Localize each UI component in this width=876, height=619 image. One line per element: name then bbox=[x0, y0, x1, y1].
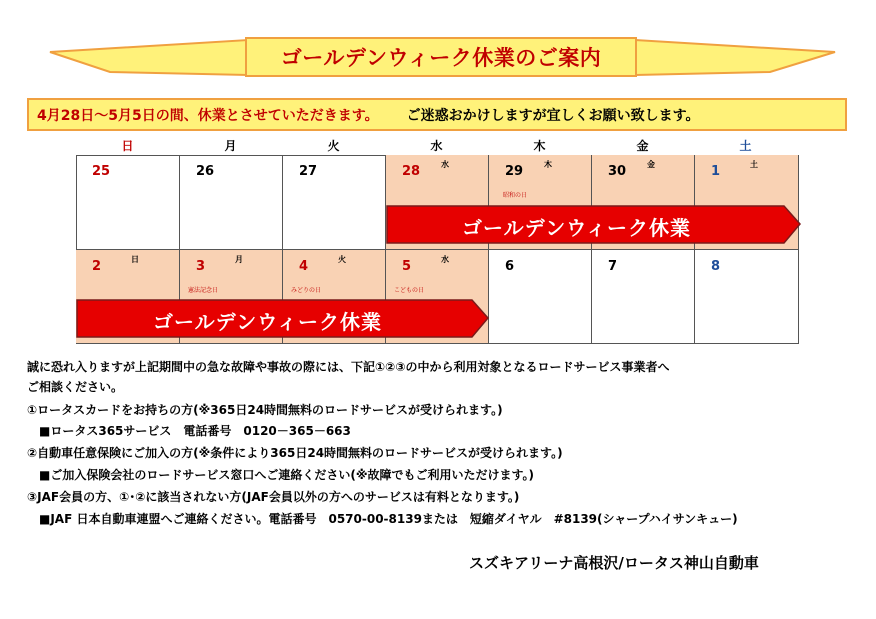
weekday-wed: 水 bbox=[430, 139, 443, 153]
info-intro-line1: 誠に恐れ入りますが上記期間中の急な故障や事故の際には、下記①②③の中から利用対象となるロードサービス事業者へ bbox=[27, 360, 670, 374]
date-number: 3 bbox=[196, 259, 206, 274]
page-title bbox=[245, 37, 637, 77]
calendar-day-8 bbox=[695, 250, 799, 344]
date-number: 1 bbox=[711, 164, 721, 179]
closure-period-text: 4月28日～5月5日の間、休業とさせていただきます。 bbox=[37, 107, 379, 124]
calendar-day-27 bbox=[283, 155, 386, 250]
info-option-2-contact: ■ご加入保険会社のロードサービス窓口へご連絡ください(※故障でもご利用いただけます。) bbox=[39, 468, 535, 482]
company-name: スズキアリーナ高根沢/ロータス神山自動車 bbox=[469, 554, 759, 572]
weekday-tue: 火 bbox=[327, 139, 340, 153]
small-weekday: 木 bbox=[544, 160, 552, 169]
info-intro-line2: ご相談ください。 bbox=[27, 380, 124, 394]
date-number: 5 bbox=[402, 259, 412, 274]
info-option-1-contact: ■ロータス365サービス 電話番号 0120－365－663 bbox=[39, 424, 351, 438]
weekday-sun: 日 bbox=[121, 139, 134, 153]
closure-notice bbox=[27, 98, 847, 131]
gw-closure-label-week1: ゴールデンウィーク休業 bbox=[462, 216, 691, 240]
small-weekday: 水 bbox=[441, 255, 449, 264]
calendar-day-7 bbox=[592, 250, 695, 344]
date-number: 29 bbox=[505, 164, 524, 179]
small-weekday: 日 bbox=[131, 255, 139, 264]
holiday-label: 憲法記念日 bbox=[188, 287, 219, 294]
small-weekday: 水 bbox=[441, 160, 449, 169]
calendar-day-26 bbox=[180, 155, 283, 250]
date-number: 6 bbox=[505, 259, 515, 274]
date-number: 28 bbox=[402, 164, 421, 179]
small-weekday: 月 bbox=[235, 255, 243, 264]
info-option-1: ①ロータスカードをお持ちの方(※365日24時間無料のロードサービスが受けられます。) bbox=[27, 403, 503, 417]
weekday-fri: 金 bbox=[636, 139, 649, 153]
page-title-text: ゴールデンウィーク休業のご案内 bbox=[280, 46, 602, 70]
small-weekday: 火 bbox=[338, 255, 346, 264]
weekday-sat: 土 bbox=[739, 139, 752, 153]
date-number: 2 bbox=[92, 259, 102, 274]
calendar-day-6 bbox=[489, 250, 592, 344]
gw-closure-label-week2: ゴールデンウィーク休業 bbox=[153, 310, 382, 334]
info-option-3-contact: ■JAF 日本自動車連盟へご連絡ください。電話番号 0570-00-8139または 短縮ダイヤル #8139(シャープハイサンキュー) bbox=[39, 512, 738, 526]
info-option-2: ②自動車任意保険にご加入の方(※条件により365日24時間無料のロードサービスが受けられます。) bbox=[27, 446, 563, 460]
date-number: 27 bbox=[299, 164, 318, 179]
date-number: 30 bbox=[608, 164, 627, 179]
date-number: 8 bbox=[711, 259, 721, 274]
small-weekday: 土 bbox=[750, 160, 758, 169]
apology-text: ご迷惑おかけしますが宜しくお願い致します。 bbox=[406, 107, 700, 124]
calendar-day-25 bbox=[76, 155, 180, 250]
weekday-thu: 木 bbox=[533, 139, 546, 153]
date-number: 25 bbox=[92, 164, 111, 179]
date-number: 7 bbox=[608, 259, 618, 274]
info-option-3: ③JAF会員の方、①･②に該当されない方(JAF会員以外の方へのサービスは有料となります。) bbox=[27, 490, 520, 504]
holiday-label: みどりの日 bbox=[291, 287, 322, 294]
weekday-mon: 月 bbox=[224, 139, 237, 153]
holiday-label: こどもの日 bbox=[394, 287, 425, 294]
date-number: 26 bbox=[196, 164, 215, 179]
small-weekday: 金 bbox=[647, 160, 655, 169]
holiday-label: 昭和の日 bbox=[503, 192, 528, 199]
date-number: 4 bbox=[299, 259, 309, 274]
